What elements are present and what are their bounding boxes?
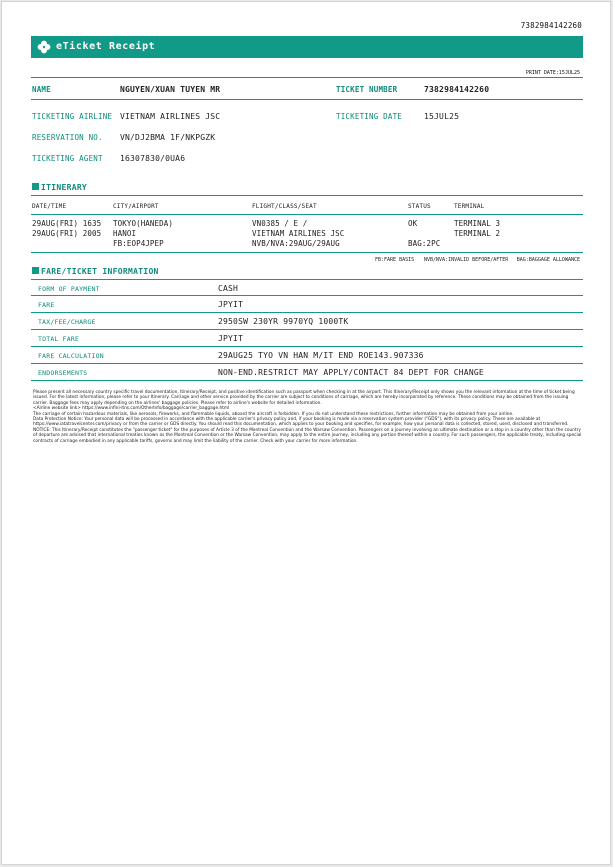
print-date: PRINT DATE:15JUL25 xyxy=(525,70,580,76)
divider xyxy=(31,195,583,196)
divider xyxy=(31,252,583,253)
terms-fine-print xyxy=(33,390,583,444)
divider xyxy=(31,363,583,364)
airline-website-link[interactable]: <Airline website link> https://www.infini-itns.com/OtherInfo/baggage/carrier_baggage.html xyxy=(33,406,230,412)
ticketing-agent-label: TICKETING AGENT xyxy=(32,154,103,163)
terms-paragraph: The carriage of certain hazardous materials, like aerosols, fireworks, and flammable liquids, aboard the aircraft is forbidden. If you do not understand these restrictions, further information may be obtained from your airline. xyxy=(33,411,514,417)
ticketing-date-label: TICKETING DATE xyxy=(336,112,403,121)
tax-fee-charge-label: TAX/FEE/CHARGE xyxy=(38,318,96,326)
ticketing-airline-value: VIETNAM AIRLINES JSC xyxy=(120,112,221,121)
divider xyxy=(31,312,583,313)
col-flight-class-seat: FLIGHT/CLASS/SEAT xyxy=(252,203,317,210)
total-fare-value: JPYIT xyxy=(218,334,244,343)
fare-value: JPYIT xyxy=(218,300,244,309)
legend-validity: NVB/NVA:INVALID BEFORE/AFTER xyxy=(424,257,509,263)
fare-label: FARE xyxy=(38,301,55,309)
ticket-number-label: TICKET NUMBER xyxy=(336,85,398,94)
eticket-banner xyxy=(31,36,583,58)
departure-terminal: TERMINAL 3 xyxy=(454,219,501,228)
validity-dates: NVB/NVA:29AUG/29AUG xyxy=(252,239,340,248)
ticketing-airline-label: TICKETING AIRLINE xyxy=(32,112,113,121)
itinerary-heading: ITINERARY xyxy=(32,183,87,192)
ticketing-agent-value: 16307830/0UA6 xyxy=(120,154,186,163)
endorsements-label: ENDORSEMENTS xyxy=(38,369,88,377)
fare-calculation-value: 29AUG25 TYO VN HAN M/IT END ROE143.907336 xyxy=(218,351,424,360)
form-of-payment-label: FORM OF PAYMENT xyxy=(38,285,100,293)
divider xyxy=(31,380,583,381)
endorsements-value: NON-END.RESTRICT MAY APPLY/CONTACT 84 DEPT FOR CHANGE xyxy=(218,368,484,377)
clover-logo-icon xyxy=(37,40,51,54)
top-ticket-number: 7382984142260 xyxy=(520,21,582,30)
col-date-time: DATE/TIME xyxy=(32,203,67,210)
divider xyxy=(31,214,583,215)
booking-status: OK xyxy=(408,219,418,228)
total-fare-label: TOTAL FARE xyxy=(38,335,80,343)
divider xyxy=(31,346,583,347)
divider xyxy=(31,279,583,280)
ticketing-date-value: 15JUL25 xyxy=(424,112,460,121)
flight-class-seat: VN0385 / E / xyxy=(252,219,308,228)
col-terminal: TERMINAL xyxy=(454,203,485,210)
fare-calculation-label: FARE CALCULATION xyxy=(38,352,104,360)
divider xyxy=(31,295,583,296)
reservation-value: VN/DJ2BMA 1F/NKPGZK xyxy=(120,133,216,142)
legend-baggage: BAG:BAGGAGE ALLOWANCE xyxy=(516,257,580,263)
form-of-payment-value: CASH xyxy=(218,284,239,293)
banner-title: eTicket Receipt xyxy=(56,41,156,52)
passenger-name: NGUYEN/XUAN TUYEN MR xyxy=(120,85,221,94)
data-protection-notice: Data Protection Notice: Your personal data will be processed in accordance with the applicable carrier's privacy policy and, if your booking is made via a reservation system provider ("GDS"), with its privacy policy. These are available at https://www.iatatravelcenter.com/privacy or from the carrier or GDS directly. You should read this documentation, which applies to your booking and specifies, for example, how your personal data is collected, stored, used, disclosed and transferred. xyxy=(33,417,569,428)
fare-basis: FB:EOP4JPEP xyxy=(113,239,164,248)
tax-fee-charge-value: 2950SW 230YR 9970YQ 1000TK xyxy=(218,317,349,326)
convention-notice: NOTICE: This Itinerary/Receipt constitutes the "passenger ticket" for the purposes of Article 3 of the Montreal Convention and the Warsaw Convention. Passengers on a journey involving an ultimate destination or a stop in a country other than the country of departure are advised that international treaties known as the Montreal Convention or the Warsaw Convention, may apply to the entire journey, including any portion thereof within a country. For such passengers, the applicable treaty, including special contracts of carriage embodied in any applicable tariffs, governs and may limit the liability of the carrier. Check with your carrier for more information. xyxy=(33,427,582,444)
arrival-city: HANOI xyxy=(113,229,137,238)
reservation-label: RESERVATION NO. xyxy=(32,133,103,142)
departure-date-time: 29AUG(FRI) 1635 xyxy=(32,219,102,228)
receipt-page xyxy=(1,1,611,865)
col-city-airport: CITY/AIRPORT xyxy=(113,203,159,210)
fare-heading: FARE/TICKET INFORMATION xyxy=(32,267,159,276)
arrival-date-time: 29AUG(FRI) 2005 xyxy=(32,229,102,238)
baggage-allowance: BAG:2PC xyxy=(408,239,441,248)
divider xyxy=(31,99,583,100)
legend-fare-basis: FB:FARE BASIS xyxy=(375,257,415,263)
departure-city: TOKYO(HANEDA) xyxy=(113,219,173,228)
divider xyxy=(31,77,583,78)
col-status: STATUS xyxy=(408,203,431,210)
divider xyxy=(31,329,583,330)
name-label: NAME xyxy=(32,85,51,94)
arrival-terminal: TERMINAL 2 xyxy=(454,229,501,238)
ticket-number-value: 7382984142260 xyxy=(424,85,490,94)
operating-carrier: VIETNAM AIRLINES JSC xyxy=(252,229,345,238)
terms-paragraph: Please present all necessary country specific travel documentation, Itinerary/Receipt, and positive identification such as passport when checking in at the airport. This Itinerary/Receipt only shows you the relevant information at the time of ticket being issued. For the latest information, please refer to your Itinerary. Carriage and other service provided by the carrier are subject to conditions of carriage, which are hereby incorporated by reference. These conditions may be obtained from the issuing carrier. Baggage fees may apply depending on the airlines' baggage policies. Please refer to airline's website for detailed information. xyxy=(33,390,575,406)
